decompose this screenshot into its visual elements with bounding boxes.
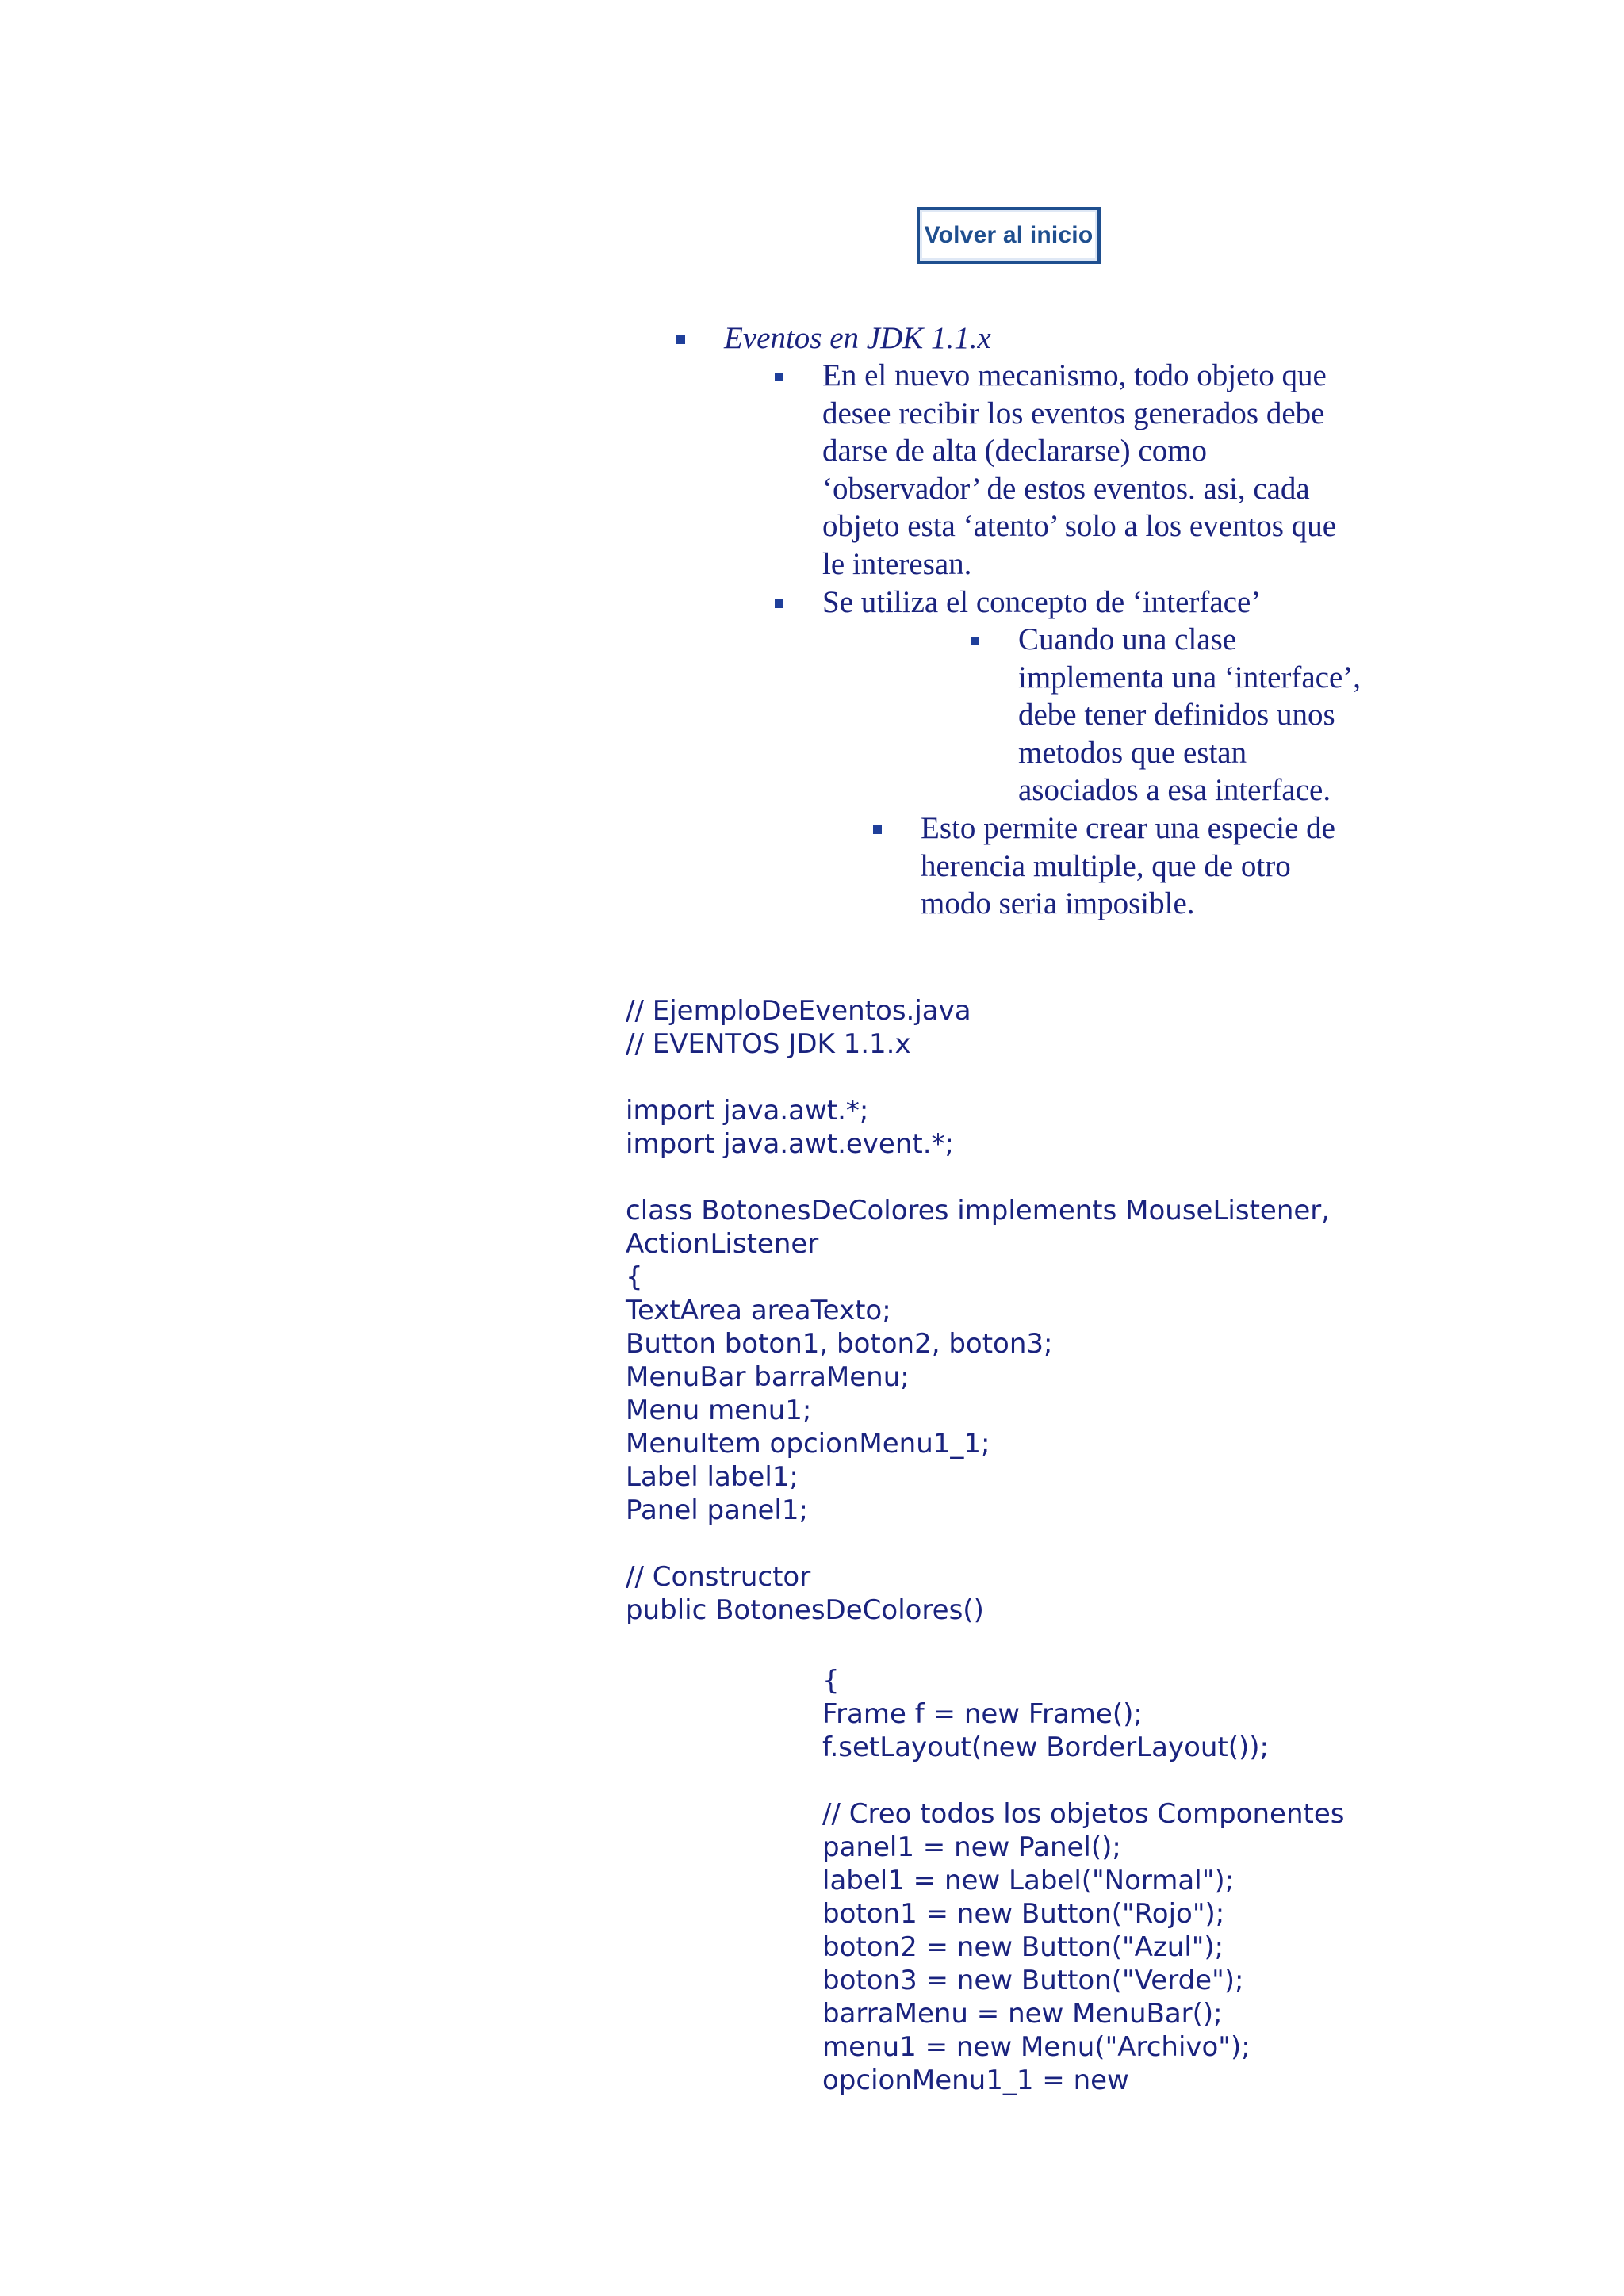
code-line: Frame f = new Frame(); <box>822 1698 1143 1730</box>
text-line: Cuando una clase <box>1018 622 1237 656</box>
text-line: modo seria imposible. <box>921 886 1195 920</box>
bullet-text <box>1018 621 1361 809</box>
code-line: menu1 = new Menu("Archivo"); <box>822 2031 1251 2063</box>
text-line: le interesan. <box>822 546 972 581</box>
back-to-start-button[interactable]: Volver al inicio <box>917 207 1101 264</box>
code-listing-constructor-body <box>822 1664 1344 2097</box>
text-line: metodos que estan <box>1018 735 1247 770</box>
text-line: Eventos en JDK 1.1.x <box>724 321 991 355</box>
code-line: { <box>822 1665 840 1697</box>
bullet-text <box>921 809 1335 923</box>
code-line: boton1 = new Button("Rojo"); <box>822 1898 1225 1930</box>
text-line: herencia multiple, que de otro <box>921 848 1291 883</box>
square-bullet-icon <box>676 335 685 344</box>
text-line: desee recibir los eventos generados debe <box>822 396 1325 430</box>
code-line: // EVENTOS JDK 1.1.x <box>626 1028 911 1060</box>
square-bullet-icon <box>971 637 979 645</box>
bullet-text <box>822 357 1336 583</box>
code-line: boton3 = new Button("Verde"); <box>822 1965 1244 1996</box>
text-line: Esto permite crear una especie de <box>921 811 1335 845</box>
code-line: // Constructor <box>626 1561 811 1593</box>
code-line: ActionListener <box>626 1228 819 1260</box>
code-line: { <box>626 1261 643 1293</box>
code-line: class BotonesDeColores implements MouseListener, <box>626 1195 1331 1226</box>
code-line: // Creo todos los objetos Componentes <box>822 1798 1345 1830</box>
text-line: objeto esta ‘atento’ solo a los eventos que <box>822 509 1337 543</box>
code-line: label1 = new Label("Normal"); <box>822 1865 1235 1896</box>
text-line: debe tener definidos unos <box>1018 698 1335 732</box>
code-line: f.setLayout(new BorderLayout()); <box>822 1732 1270 1763</box>
code-line: Menu menu1; <box>626 1395 812 1426</box>
code-line: import java.awt.event.*; <box>626 1128 954 1160</box>
code-line: Label label1; <box>626 1461 799 1493</box>
text-line: darse de alta (declararse) como <box>822 434 1208 468</box>
code-line: opcionMenu1_1 = new <box>822 2064 1129 2096</box>
code-line: MenuBar barraMenu; <box>626 1361 910 1393</box>
code-line: Panel panel1; <box>626 1494 808 1526</box>
code-line: panel1 = new Panel(); <box>822 1831 1121 1863</box>
square-bullet-icon <box>775 599 783 608</box>
code-line: // EjemploDeEventos.java <box>626 995 971 1027</box>
code-line: public BotonesDeColores() <box>626 1594 984 1626</box>
text-line: ‘observador’ de estos eventos. asi, cada <box>822 471 1310 506</box>
square-bullet-icon <box>873 825 882 834</box>
code-line: boton2 = new Button("Azul"); <box>822 1931 1224 1963</box>
code-line: import java.awt.*; <box>626 1095 869 1127</box>
square-bullet-icon <box>775 373 783 381</box>
code-listing-top <box>626 994 1330 1627</box>
text-line: asociados a esa interface. <box>1018 773 1331 807</box>
code-line: barraMenu = new MenuBar(); <box>822 1998 1223 2030</box>
text-line: Se utiliza el concepto de ‘interface’ <box>822 585 1262 619</box>
text-line: implementa una ‘interface’, <box>1018 660 1362 695</box>
code-line: TextArea areaTexto; <box>626 1295 891 1326</box>
text-line: En el nuevo mecanismo, todo objeto que <box>822 358 1327 392</box>
code-line: Button boton1, boton2, boton3; <box>626 1328 1053 1360</box>
bullet-text <box>822 584 1261 622</box>
bullet-text <box>724 320 991 358</box>
code-line: MenuItem opcionMenu1_1; <box>626 1428 990 1460</box>
